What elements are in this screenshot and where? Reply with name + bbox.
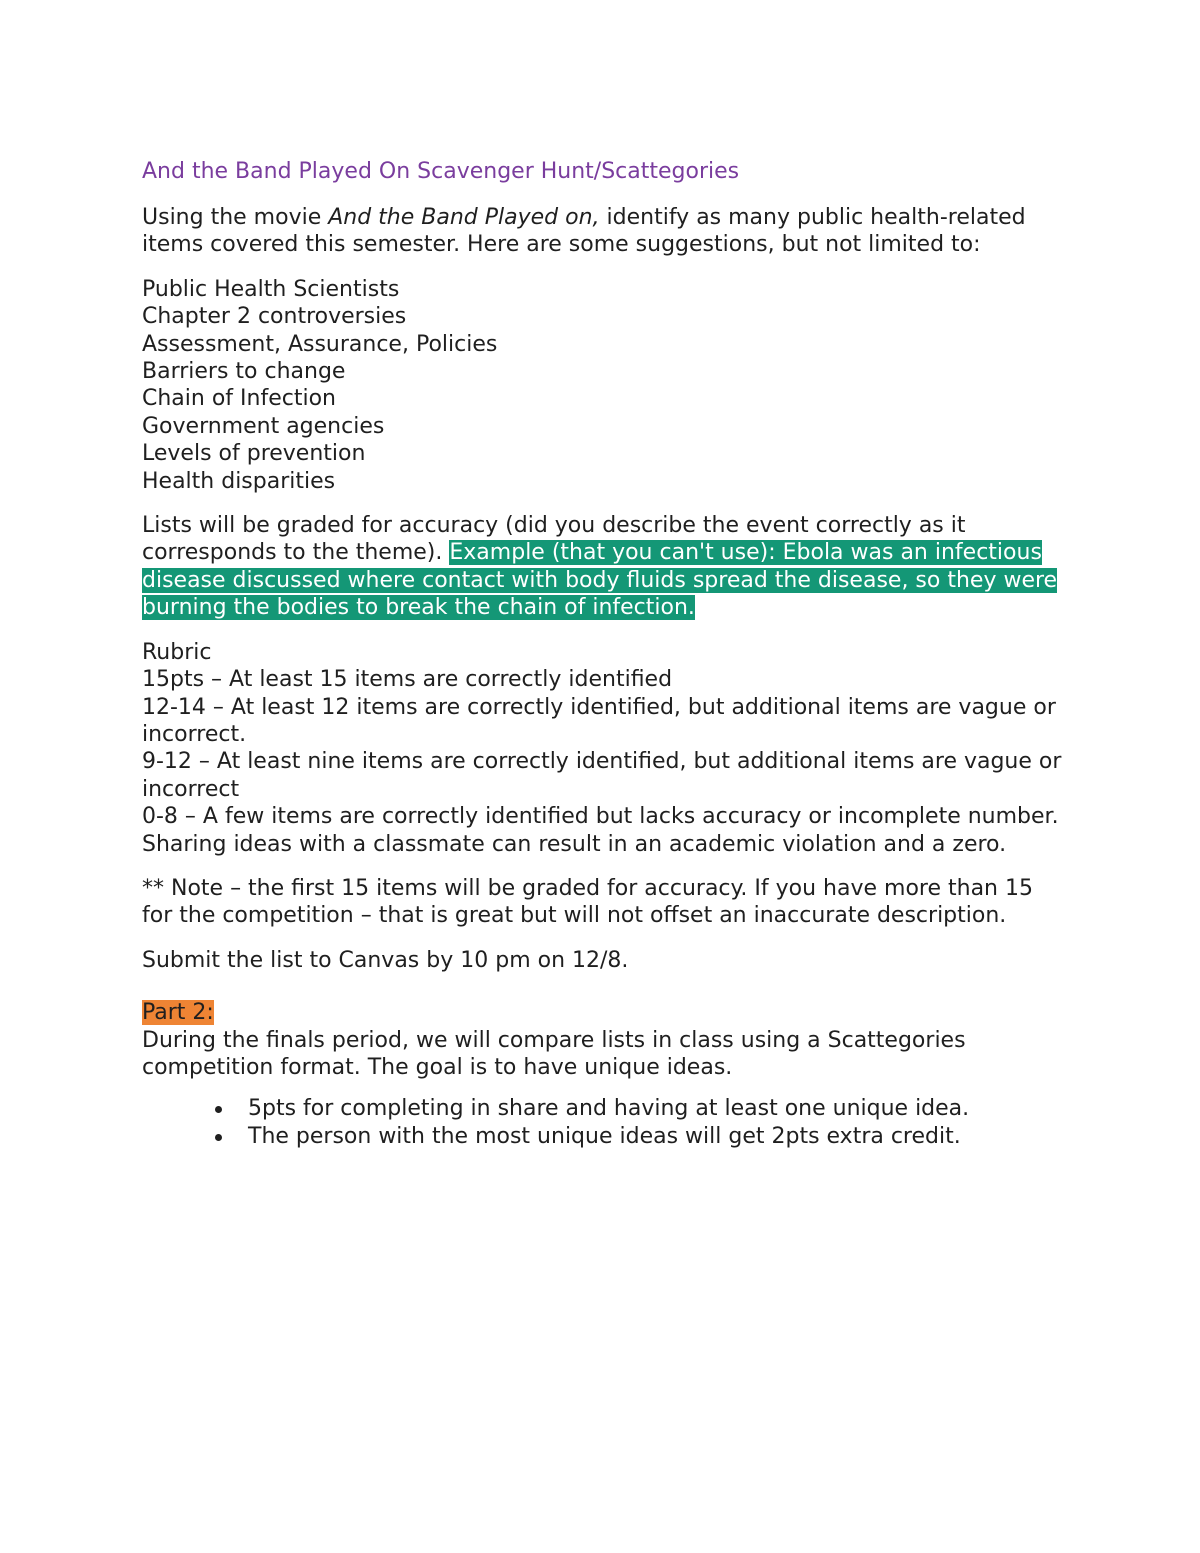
example-highlight: Example (that you can't use): Ebola was an infectious disease discussed where contact with body fluids spread the disease, so they were burning the bodies to break the chain of infection.	[142, 540, 1058, 621]
document-title: And the Band Played On Scavenger Hunt/Scattegories	[142, 159, 740, 184]
movie-title: And the Band Played on,	[328, 205, 600, 230]
topic-list	[142, 276, 1062, 495]
topic-item: Health disparities	[142, 468, 336, 494]
bullet-text: 5pts for completing in share and having at least one unique idea.	[248, 1096, 970, 1122]
rubric-heading: Rubric	[142, 639, 212, 665]
part2-text: During the finals period, we will compare lists in class using a Scattegories competition format. The goal is to have unique ideas.	[142, 1027, 966, 1080]
part2-label: Part 2:	[142, 1000, 214, 1026]
note-paragraph: ** Note – the first 15 items will be graded for accuracy. If you have more than 15 for the competition – that is great but will not offset an inaccurate description.	[142, 875, 1033, 929]
rubric-item: 15pts – At least 15 items are correctly identified	[142, 667, 673, 693]
bullet-item	[248, 1095, 1062, 1122]
grading-paragraph	[142, 512, 1062, 622]
document-page	[142, 157, 1062, 1150]
topic-item: Public Health Scientists	[142, 276, 400, 302]
topic-item: Assessment, Assurance, Policies	[142, 331, 498, 357]
topic-item: Levels of prevention	[142, 441, 366, 467]
bullet-icon	[215, 1106, 222, 1113]
topic-item: Government agencies	[142, 413, 385, 439]
rubric-item: 12-14 – At least 12 items are correctly identified, but additional items are vague or incorrect.	[142, 694, 1056, 747]
topic-item: Barriers to change	[142, 359, 346, 385]
rubric-item: 0-8 – A few items are correctly identified but lacks accuracy or incomplete number. Sharing ideas with a classmate can result in an academic violation and a zero.	[142, 804, 1059, 857]
rubric-item: 9-12 – At least nine items are correctly identified, but additional items are vague or incorrect	[142, 749, 1062, 802]
intro-prefix: Using the movie	[142, 205, 329, 230]
bullet-item	[248, 1123, 1062, 1150]
grading-text: Lists will be graded for accuracy (did you describe the event correctly as it corresponds to the theme).	[142, 513, 966, 566]
bullet-text: The person with the most unique ideas will get 2pts extra credit.	[248, 1123, 961, 1149]
part2-section	[142, 999, 1062, 1150]
intro-suffix: identify as many public health-related items covered this semester. Here are some suggestions, but not limited to:	[142, 205, 1026, 258]
intro-paragraph	[142, 204, 1062, 259]
submit-paragraph: Submit the list to Canvas by 10 pm on 12/8.	[142, 947, 629, 973]
rubric-section	[142, 639, 1062, 858]
bullet-icon	[215, 1134, 222, 1141]
topic-item: Chapter 2 controversies	[142, 304, 407, 330]
part2-bullet-list	[142, 1095, 1062, 1150]
topic-item: Chain of Infection	[142, 386, 336, 412]
